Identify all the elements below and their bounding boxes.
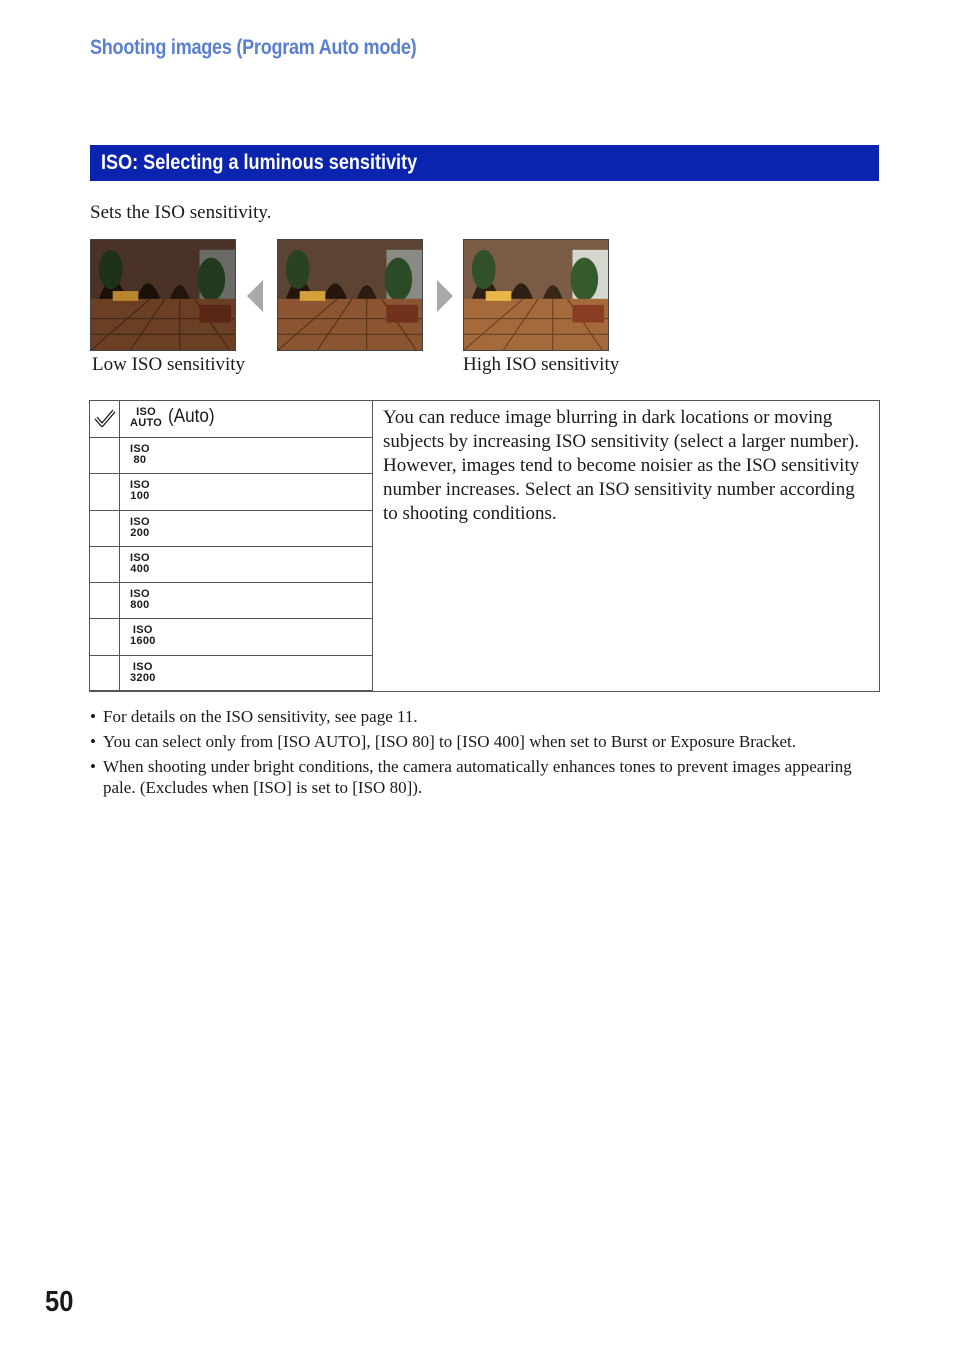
default-cell	[90, 474, 120, 510]
iso-auto-icon	[130, 407, 162, 429]
lobby-photo-medium	[278, 240, 422, 350]
iso-icon-bottom: 800	[130, 599, 150, 611]
lobby-photo-dark	[91, 240, 235, 350]
note-text: When shooting under bright conditions, the camera automatically enhances tones to prevent images appearing pale. (Excludes when [ISO] is set to [ISO 80]).	[103, 757, 852, 797]
iso-80-icon	[130, 444, 150, 466]
column-divider	[372, 401, 373, 691]
iso-auto-label: (Auto)	[168, 406, 215, 427]
note-item	[90, 731, 880, 752]
iso-row-80	[90, 438, 373, 474]
iso-row-1600	[90, 619, 373, 656]
note-text: You can select only from [ISO AUTO], [ISO 80] to [ISO 400] when set to Burst or Exposure Bracket.	[103, 732, 796, 751]
note-item	[90, 706, 880, 727]
default-cell	[90, 511, 120, 546]
iso-icon-top: ISO	[130, 552, 150, 564]
default-cell	[90, 438, 120, 473]
iso-100-icon	[130, 480, 150, 502]
bullet-icon: •	[90, 707, 96, 726]
iso-icon-bottom: 3200	[130, 672, 156, 684]
iso-icon-bottom: AUTO	[130, 417, 163, 429]
default-cell	[90, 583, 120, 618]
iso-icon-top: ISO	[130, 516, 150, 528]
iso-400-icon	[130, 553, 150, 575]
iso-row-3200	[90, 656, 373, 691]
iso-icon-top: ISO	[130, 588, 150, 600]
iso-icon-top: ISO	[136, 406, 157, 418]
section-title: ISO: Selecting a luminous sensitivity	[101, 151, 418, 174]
section-header	[90, 145, 879, 181]
iso-1600-icon	[130, 625, 156, 647]
chapter-title: Shooting images (Program Auto mode)	[90, 36, 417, 59]
iso-icon-bottom: 200	[130, 527, 150, 539]
note-item	[90, 756, 880, 798]
mid-iso-photo	[277, 239, 423, 351]
lobby-photo-bright	[464, 240, 608, 350]
page-number: 50	[45, 1286, 74, 1318]
iso-icon-bottom: 400	[130, 563, 150, 575]
iso-settings-table	[89, 400, 880, 692]
default-cell	[90, 656, 120, 690]
iso-800-icon	[130, 589, 150, 611]
arrow-left-icon	[247, 280, 263, 312]
high-iso-caption: High ISO sensitivity	[463, 354, 620, 375]
low-iso-photo	[90, 239, 236, 351]
iso-icon-top: ISO	[132, 661, 153, 673]
high-iso-photo	[463, 239, 609, 351]
iso-icon-top: ISO	[132, 624, 153, 636]
notes-list	[90, 706, 880, 802]
intro-text: Sets the ISO sensitivity.	[90, 202, 272, 223]
iso-row-100	[90, 474, 373, 511]
iso-icon-top: ISO	[130, 479, 150, 491]
bullet-icon: •	[90, 757, 96, 776]
iso-3200-icon	[130, 662, 156, 684]
default-cell	[90, 401, 120, 437]
arrow-right-icon	[437, 280, 453, 312]
iso-icon-bottom: 80	[133, 454, 147, 466]
bullet-icon: •	[90, 732, 96, 751]
default-cell	[90, 619, 120, 655]
note-text: For details on the ISO sensitivity, see page 11.	[103, 707, 418, 726]
iso-row-400	[90, 547, 373, 583]
iso-description: You can reduce image blurring in dark locations or moving subjects by increasing ISO sensitivity (select a larger number). However, images tend to become noisier as the ISO sensitivity number increases. Select an ISO sensitivity number according to shooting conditions.	[383, 407, 860, 524]
iso-200-icon	[130, 517, 150, 539]
iso-icon-bottom: 1600	[130, 635, 156, 647]
default-cell	[90, 547, 120, 582]
default-checkmark-icon	[94, 409, 116, 429]
iso-row-200	[90, 511, 373, 547]
iso-row-auto	[90, 401, 373, 438]
low-iso-caption: Low ISO sensitivity	[92, 354, 246, 375]
iso-icon-bottom: 100	[130, 490, 150, 502]
iso-icon-top: ISO	[130, 443, 150, 455]
iso-row-800	[90, 583, 373, 619]
